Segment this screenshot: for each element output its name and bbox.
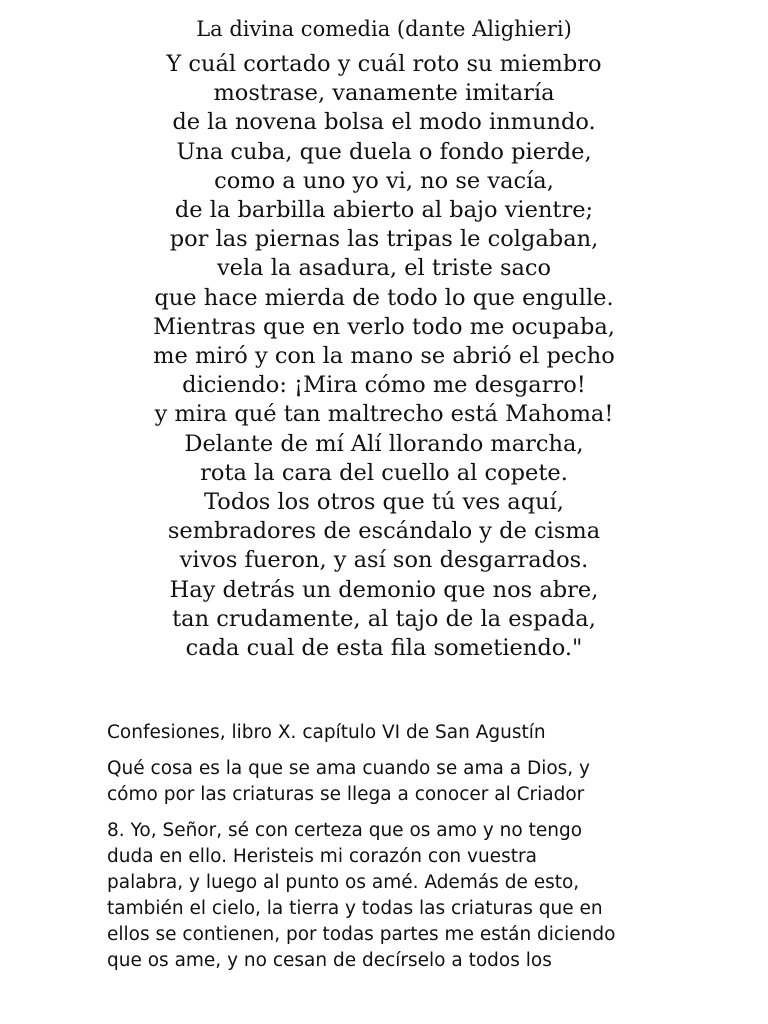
poem-line: por las piernas las tripas le colgaban, [169,226,599,253]
poem-line: Hay detrás un demonio que nos abre, [169,576,599,603]
paragraph-line: duda en ello. Heristeis mi corazón con vuestra [107,846,537,867]
prose-subheading [107,756,697,808]
poem-line: de la novena bolsa el modo inmundo. [172,109,596,136]
prose-paragraph [107,818,697,974]
poem-line: cada cual de esta fila sometiendo." [185,635,583,662]
poem-line: mostrase, vanamente imitaría [213,80,555,107]
poem-line: tan crudamente, al tajo de la espada, [172,605,596,632]
poem-line: de la barbilla abierto al bajo vientre; [174,197,594,224]
paragraph-line: ellos se contienen, por todas partes me están diciendo [107,924,616,945]
poem-title: La divina comedia (dante Alighieri) [196,17,572,41]
poem-line: vivos fueron, y así son desgarrados. [179,547,589,574]
paragraph-line: también el cielo, la tierra y todas las criaturas que en [107,898,603,919]
poem-line: Todos los otros que tú ves aquí, [204,489,564,516]
poem-line: Y cuál cortado y cuál roto su miembro [166,51,602,77]
poem-line: vela la asadura, el triste saco [216,255,552,282]
poem-line: que hace mierda de todo lo que engulle. [154,284,614,311]
poem-line: Mientras que en verlo todo me ocupaba, [153,313,615,340]
prose-heading: Confesiones, libro X. capítulo VI de San Agustín [107,722,546,743]
poem-line: Delante de mí Alí llorando marcha, [184,430,584,457]
poem-stanza [0,50,768,663]
poem-line: rota la cara del cuello al copete. [200,459,568,486]
poem-line: sembradores de escándalo y de cisma [167,518,601,545]
poem-line: y mira qué tan maltrecho está Mahoma! [154,401,614,428]
subheading-line: cómo por las criaturas se llega a conocer al Criador [107,784,585,805]
paragraph-line: 8. Yo, Señor, sé con certeza que os amo y no tengo [107,820,583,841]
poem-line: Una cuba, que duela o fondo pierde, [176,138,592,165]
poem-line: diciendo: ¡Mira cómo me desgarro! [182,372,586,399]
poem-line: como a uno yo vi, no se vacía, [214,167,554,194]
prose-section [107,720,697,974]
poem-line: me miró y con la mano se abrió el pecho [153,343,615,370]
paragraph-line: que os ame, y no cesan de decírselo a todos los [107,950,552,971]
poem-section [0,14,768,663]
subheading-line: Qué cosa es la que se ama cuando se ama a Dios, y [107,758,591,779]
paragraph-line: palabra, y luego al punto os amé. Además de esto, [107,872,580,893]
